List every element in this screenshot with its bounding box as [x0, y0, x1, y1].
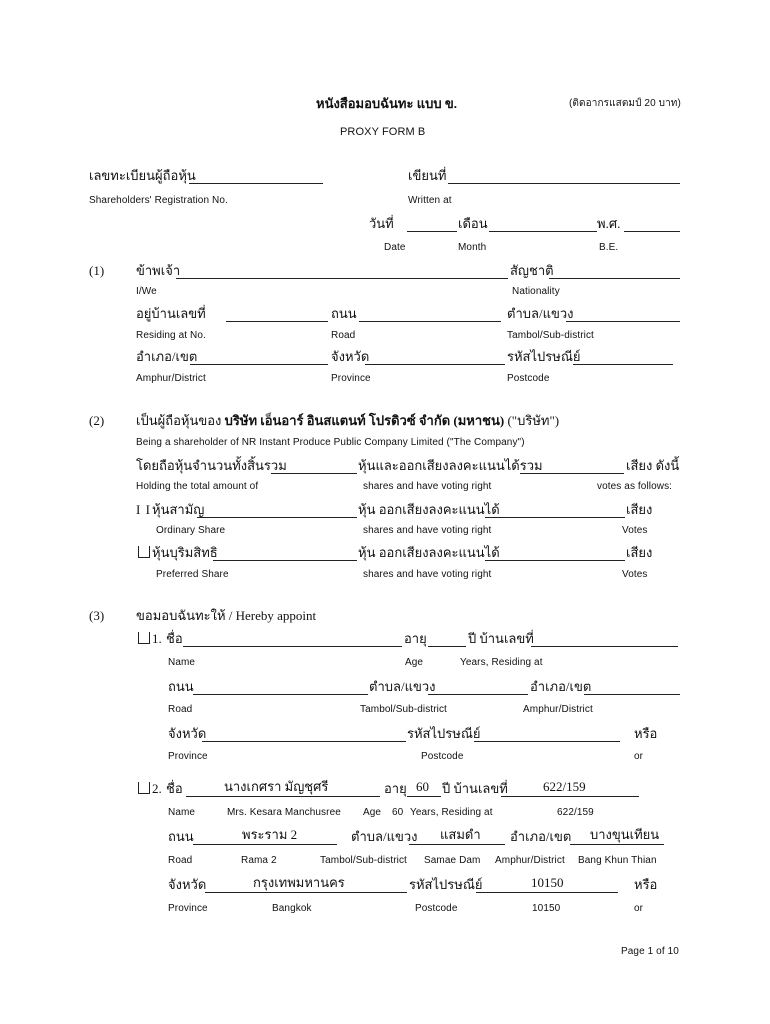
i-we-field[interactable] [176, 278, 508, 279]
i-we-label-th: ข้าพเจ้า [136, 263, 181, 278]
proxy-2-or-th: หรือ [634, 877, 658, 892]
proxy-1-road-field[interactable] [193, 694, 368, 695]
proxy-2-name-value-th[interactable]: นางเกศรา มัญชุศรี [224, 779, 329, 794]
proxy-2-province-label-th: จังหวัด [168, 877, 207, 892]
section-3-number: (3) [89, 608, 105, 623]
proxy-2-postcode-label-en: Postcode [415, 903, 458, 914]
proxy-2-age-value[interactable]: 60 [416, 779, 429, 794]
proxy-2-tambol-value-th[interactable]: แสมดำ [440, 827, 481, 842]
proxy-2-amphur-label-en: Amphur/District [495, 855, 565, 866]
province-label-th: จังหวัด [331, 349, 370, 364]
proxy-1-or-th: หรือ [634, 726, 658, 741]
proxy-1-checkbox[interactable] [138, 632, 150, 644]
preferred-vote-unit-th: เสียง [626, 545, 653, 560]
proxy-1-province-field[interactable] [202, 741, 406, 742]
proxy-2-road-line [193, 844, 337, 845]
shareholder-of-th [136, 414, 559, 427]
road-label-th: ถนน [331, 306, 357, 321]
proxy-2-house-value-en: 622/159 [557, 807, 594, 818]
postcode-label-th: รหัสไปรษณีย์ [507, 349, 581, 364]
proxy-1-amphur-field[interactable] [584, 694, 680, 695]
proxy-1-tambol-field[interactable] [428, 694, 528, 695]
page-number: Page 1 of 10 [621, 946, 679, 957]
ordinary-voting-en: shares and have voting right [363, 525, 492, 536]
road-field[interactable] [359, 321, 501, 322]
proxy-2-amphur-value-th[interactable]: บางขุนเทียน [590, 827, 660, 842]
proxy-2-age-label-en: Age [363, 807, 382, 818]
proxy-2-checkbox[interactable] [138, 782, 150, 794]
residing-label-th: อยู่บ้านเลขที่ [136, 306, 206, 321]
ordinary-checkbox-mark[interactable]: I I [136, 502, 151, 517]
proxy-2-age-line [407, 796, 441, 797]
proxy-1-house-field[interactable] [531, 646, 678, 647]
proxy-2-tambol-label-en: Tambol/Sub-district [320, 855, 407, 866]
form-title-th: หนังสือมอบฉันทะ แบบ ข. [316, 96, 457, 111]
proxy-1-name-field[interactable] [183, 646, 402, 647]
section-2-number: (2) [89, 413, 105, 428]
section-1-number: (1) [89, 263, 105, 278]
nationality-field[interactable] [549, 278, 680, 279]
ordinary-label-en: Ordinary Share [156, 525, 226, 536]
proxy-1-postcode-label-th: รหัสไปรษณีย์ [407, 726, 481, 741]
company-suffix-th: ("บริษัท") [507, 413, 560, 428]
ordinary-label-th: หุ้นสามัญ [152, 502, 205, 517]
date-year-en: B.E. [599, 242, 619, 253]
proxy-2-postcode-value[interactable]: 10150 [531, 875, 564, 890]
proxy-2-house-value[interactable]: 622/159 [543, 779, 586, 794]
proxy-2-province-value-en: Bangkok [272, 903, 312, 914]
votes-follows-th: เสียง ดังนี้ [626, 458, 680, 473]
proxy-1-postcode-field[interactable] [474, 741, 620, 742]
residing-label-en: Residing at No. [136, 330, 206, 341]
ordinary-votes-field[interactable] [485, 517, 625, 518]
proxy-2-province-line [205, 892, 407, 893]
proxy-1-or-en: or [634, 751, 644, 762]
votes-follows-en: votes as follows: [597, 481, 673, 492]
proxy-2-age-label-th: อายุ [384, 781, 407, 796]
postcode-field[interactable] [573, 364, 673, 365]
proxy-1-name-label-en: Name [168, 657, 196, 668]
proxy-2-province-label-en: Province [168, 903, 208, 914]
ordinary-shares-field[interactable] [197, 517, 357, 518]
proxy-2-age-value-en: 60 [392, 807, 404, 818]
proxy-1-amphur-label-th: อำเภอ/เขต [530, 679, 592, 694]
date-month-field[interactable] [489, 231, 597, 232]
proxy-1-years-label-en: Years, Residing at [460, 657, 543, 668]
proxy-2-or-en: or [634, 903, 644, 914]
date-month-en: Month [458, 242, 487, 253]
appoint-label: ขอมอบฉันทะให้ / Hereby appoint [136, 608, 317, 623]
proxy-2-house-line [501, 796, 639, 797]
province-field[interactable] [365, 364, 505, 365]
preferred-label-en: Preferred Share [156, 569, 229, 580]
preferred-votes-field[interactable] [485, 560, 625, 561]
proxy-1-postcode-label-en: Postcode [421, 751, 464, 762]
ordinary-vote-label-th: หุ้น ออกเสียงลงคะแนนได้ [358, 502, 500, 517]
tambol-label-en: Tambol/Sub-district [507, 330, 594, 341]
written-at-label-th: เขียนที่ [408, 168, 447, 183]
date-year-th: พ.ศ. [597, 216, 621, 231]
nationality-label-en: Nationality [512, 286, 560, 297]
ordinary-votes-en: Votes [622, 525, 648, 536]
proxy-1-amphur-label-en: Amphur/District [523, 704, 593, 715]
stamp-duty-note: (ติดอากรแสตมป์ 20 บาท) [569, 98, 681, 109]
holding-label-th: โดยถือหุ้นจำนวนทั้งสิ้นรวม [136, 458, 287, 473]
holding-label-en: Holding the total amount of [136, 481, 259, 492]
nationality-label-th: สัญชาติ [510, 263, 554, 278]
proxy-2-road-label-en: Road [168, 855, 193, 866]
postcode-label-en: Postcode [507, 373, 550, 384]
proxy-2-postcode-line [476, 892, 618, 893]
date-day-field[interactable] [407, 231, 457, 232]
amphur-label-en: Amphur/District [136, 373, 206, 384]
preferred-label-th: หุ้นบุริมสิทธิ [152, 545, 218, 560]
proxy-2-amphur-label-th: อำเภอ/เขต [510, 829, 572, 844]
proxy-2-postcode-label-th: รหัสไปรษณีย์ [409, 877, 483, 892]
preferred-vote-label-th: หุ้น ออกเสียงลงคะแนนได้ [358, 545, 500, 560]
amphur-label-th: อำเภอ/เขต [136, 349, 198, 364]
tambol-field[interactable] [566, 321, 680, 322]
form-title-en: PROXY FORM B [340, 126, 426, 138]
proxy-1-number: 1. [152, 631, 162, 646]
proxy-1-years-label-th: ปี บ้านเลขที่ [468, 631, 534, 646]
registration-label-en: Shareholders' Registration No. [89, 195, 228, 206]
proxy-2-name-label-en: Name [168, 807, 196, 818]
proxy-2-years-label-en: Years, Residing at [410, 807, 493, 818]
proxy-2-years-label-th: ปี บ้านเลขที่ [442, 781, 508, 796]
proxy-2-tambol-value-en: Samae Dam [424, 855, 481, 866]
proxy-2-name-line [186, 796, 380, 797]
proxy-1-tambol-label-en: Tambol/Sub-district [360, 704, 447, 715]
date-day-th: วันที่ [369, 216, 394, 231]
shareholder-of-en: Being a shareholder of NR Instant Produce Public Company Limited ("The Company") [136, 437, 525, 448]
proxy-2-amphur-line [570, 844, 664, 845]
voting-total-field[interactable] [520, 473, 624, 474]
voting-label-th: หุ้นและออกเสียงลงคะแนนได้รวม [358, 458, 543, 473]
proxy-2-province-value-th[interactable]: กรุงเทพมหานคร [253, 875, 345, 890]
proxy-2-name-label-th: ชื่อ [166, 781, 183, 796]
proxy-1-age-label-th: อายุ [404, 631, 427, 646]
ordinary-vote-unit-th: เสียง [626, 502, 653, 517]
tambol-label-th: ตำบล/แขวง [507, 306, 574, 321]
residing-field[interactable] [226, 321, 328, 322]
proxy-1-age-label-en: Age [405, 657, 424, 668]
proxy-1-province-label-en: Province [168, 751, 208, 762]
proxy-2-postcode-value-en: 10150 [532, 903, 561, 914]
preferred-checkbox[interactable] [138, 546, 150, 558]
registration-label-th: เลขทะเบียนผู้ถือหุ้น [89, 168, 196, 183]
date-month-th: เดือน [458, 216, 488, 231]
written-at-label-en: Written at [408, 195, 452, 206]
amphur-field[interactable] [190, 364, 328, 365]
proxy-2-tambol-label-th: ตำบล/แขวง [351, 829, 418, 844]
date-day-en: Date [384, 242, 406, 253]
proxy-2-road-value-en: Rama 2 [241, 855, 277, 866]
proxy-1-road-label-en: Road [168, 704, 193, 715]
i-we-label-en: I/We [136, 286, 157, 297]
proxy-1-road-label-th: ถนน [168, 679, 194, 694]
proxy-2-road-label-th: ถนน [168, 829, 194, 844]
proxy-2-number: 2. [152, 781, 162, 796]
proxy-2-tambol-line [409, 844, 505, 845]
road-label-en: Road [331, 330, 356, 341]
shareholder-prefix-th: เป็นผู้ถือหุ้นของ [136, 413, 222, 428]
proxy-1-province-label-th: จังหวัด [168, 726, 207, 741]
proxy-1-age-field[interactable] [428, 646, 466, 647]
proxy-1-name-label-th: ชื่อ [166, 631, 183, 646]
proxy-2-amphur-value-en: Bang Khun Thian [578, 855, 657, 866]
proxy-2-name-value-en: Mrs. Kesara Manchusree [227, 807, 341, 818]
written-at-field[interactable] [448, 183, 680, 184]
preferred-votes-en: Votes [622, 569, 648, 580]
proxy-1-tambol-label-th: ตำบล/แขวง [369, 679, 436, 694]
voting-label-en: shares and have voting right [363, 481, 492, 492]
holding-total-field[interactable] [271, 473, 357, 474]
preferred-voting-en: shares and have voting right [363, 569, 492, 580]
province-label-en: Province [331, 373, 371, 384]
proxy-2-road-value-th[interactable]: พระราม 2 [242, 827, 298, 842]
preferred-shares-field[interactable] [213, 560, 357, 561]
company-name-th: บริษัท เอ็นอาร์ อินสแตนท์ โปรดิวซ์ จำกัด (มหาชน) [224, 413, 505, 428]
date-year-field[interactable] [624, 231, 680, 232]
registration-field[interactable] [189, 183, 323, 184]
